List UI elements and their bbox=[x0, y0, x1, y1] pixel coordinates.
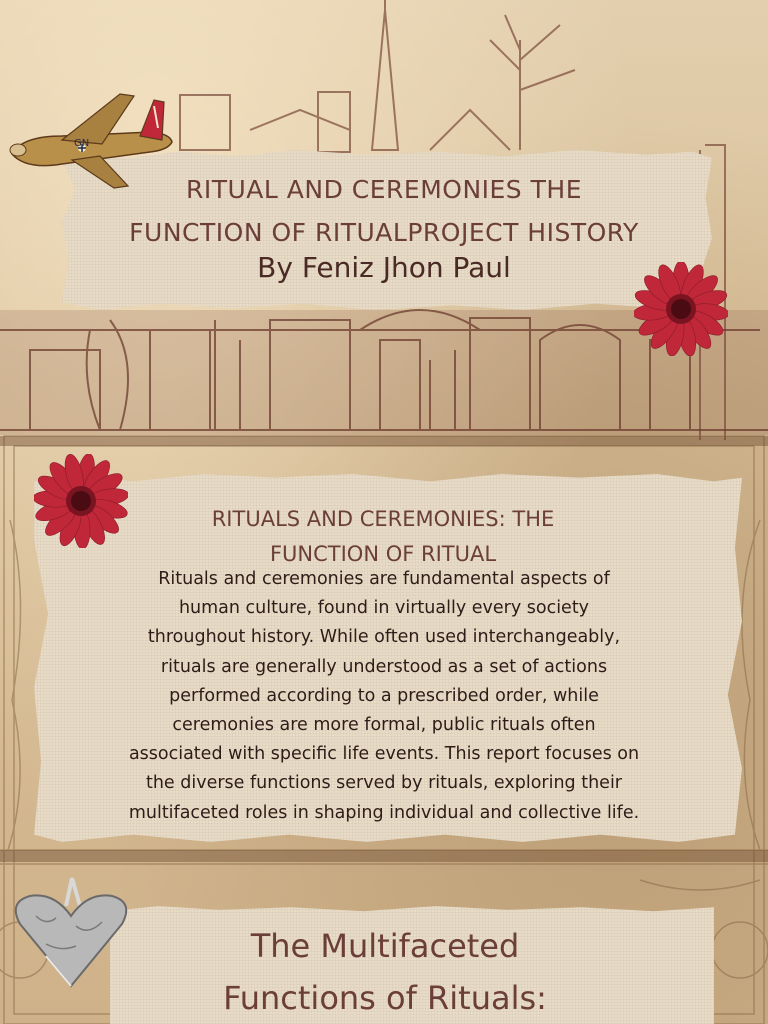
paragraph-line: throughout history. While often used interchangeably, bbox=[147, 627, 621, 648]
title-line-1: RITUAL AND CEREMONIES THE bbox=[185, 175, 582, 204]
svg-text:GN: GN bbox=[74, 138, 90, 149]
section-heading-line-2: FUNCTION OF RITUAL bbox=[269, 542, 497, 566]
paragraph-line: rituals are generally understood as a set of actions bbox=[160, 656, 608, 677]
paragraph-line: associated with specific life events. This report focuses on bbox=[128, 744, 640, 765]
paragraph-line: the diverse functions served by rituals, exploring their bbox=[145, 773, 622, 794]
next-section-heading-line-2: Functions of Rituals: bbox=[223, 979, 547, 1017]
poster-title bbox=[70, 168, 698, 254]
title-line-2: FUNCTION OF RITUALPROJECT HISTORY bbox=[129, 218, 639, 247]
paragraph-line: Rituals and ceremonies are fundamental aspects of bbox=[158, 569, 610, 589]
next-section-heading-line-1: The Multifaceted bbox=[250, 927, 520, 965]
paragraph-line: ceremonies are more formal, public rituals often bbox=[172, 715, 596, 736]
paragraph-line: multifaceted roles in shaping individual and collective life. bbox=[128, 802, 640, 823]
next-section-heading bbox=[130, 920, 640, 1024]
silver-heart-icon bbox=[6, 866, 136, 996]
section-heading bbox=[100, 502, 666, 572]
section-heading-line-1: RITUALS AND CEREMONIES: THE bbox=[211, 507, 555, 531]
paragraph-line: performed according to a prescribed order, while bbox=[169, 685, 599, 706]
author-byline: By Feniz Jhon Paul bbox=[257, 251, 511, 284]
paragraph-line: human culture, found in virtually every society bbox=[178, 598, 590, 619]
intro-paragraph bbox=[66, 565, 702, 828]
